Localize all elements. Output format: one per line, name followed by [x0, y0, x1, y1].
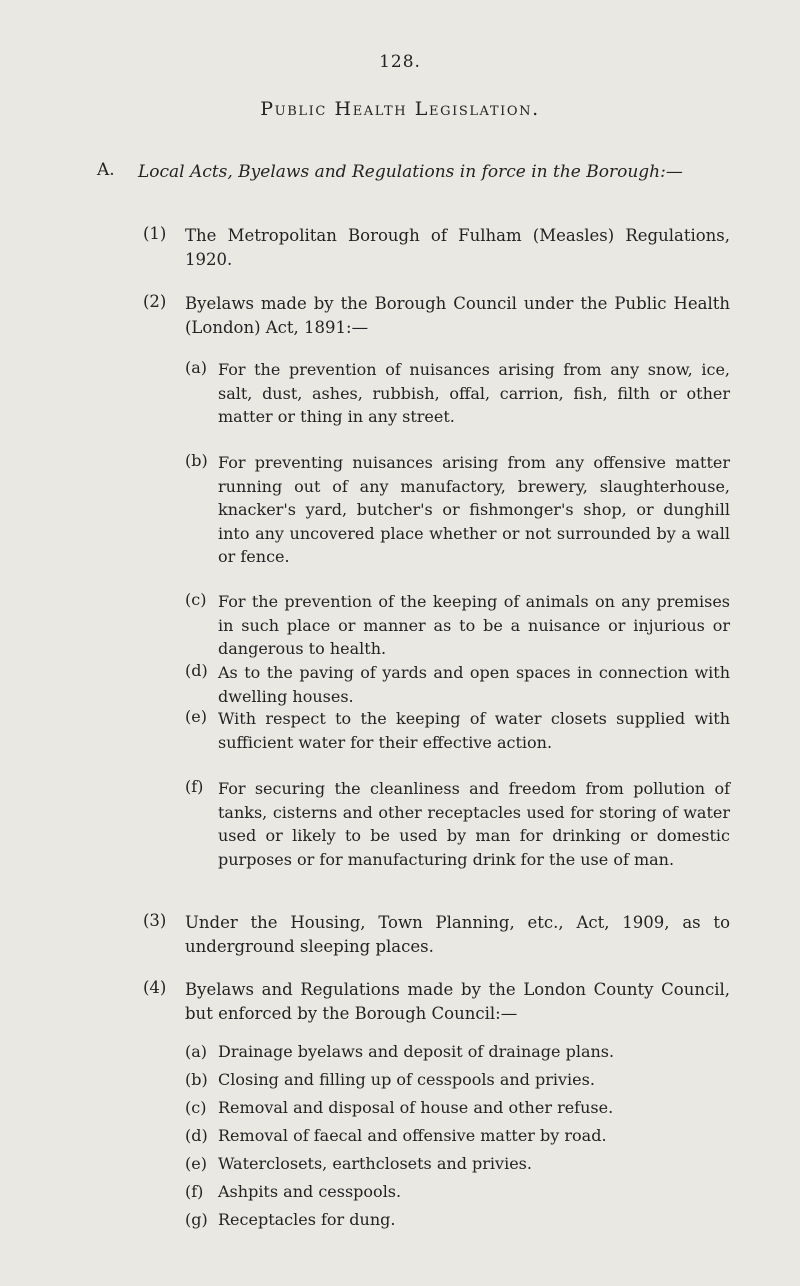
item-3-number: (3) — [143, 911, 167, 930]
item-2-sub-e-label: (e) — [185, 707, 207, 726]
item-2-sub-d-text: As to the paving of yards and open spaces in connection with dwelling houses. — [218, 663, 730, 706]
item-4-sub-f-label: (f) — [185, 1182, 204, 1201]
page-title: Public Health Legislation. — [260, 98, 540, 120]
item-2-sub-c-text: For the prevention of the keeping of animals on any premises in such place or manner as to be a nuisance or injurious or dangerous to health. — [218, 592, 730, 658]
item-4-sub-d-label: (d) — [185, 1126, 208, 1145]
item-2-sub-e-text: With respect to the keeping of water closets supplied with sufficient water for their effective action. — [218, 709, 730, 752]
item-4-sub-a-text: Drainage byelaws and deposit of drainage plans. — [218, 1042, 615, 1061]
item-4-text: Byelaws and Regulations made by the London County Council, but enforced by the Borough Council:— — [185, 980, 730, 1023]
section-a-heading: Local Acts, Byelaws and Regulations in force in the Borough:— — [138, 162, 683, 182]
item-4-sub-e-text: Waterclosets, earthclosets and privies. — [218, 1154, 532, 1173]
item-4-number: (4) — [143, 978, 167, 997]
item-2-number: (2) — [143, 292, 167, 311]
item-4-sub-a-label: (a) — [185, 1042, 208, 1061]
item-4-sub-f-text: Ashpits and cesspools. — [218, 1182, 402, 1201]
item-3-text: Under the Housing, Town Planning, etc., Act, 1909, as to underground sleeping places. — [185, 913, 730, 956]
item-4-sub-b-label: (b) — [185, 1070, 208, 1089]
item-2-sub-d-label: (d) — [185, 661, 208, 680]
page-number: 128. — [379, 52, 421, 72]
item-4-sub-g-text: Receptacles for dung. — [218, 1210, 396, 1229]
item-2-sub-a-text: For the prevention of nuisances arising from any snow, ice, salt, dust, ashes, rubbish, offal, carrion, fish, filth or other matter or thing in any street. — [218, 360, 730, 426]
item-1-text: The Metropolitan Borough of Fulham (Measles) Regulations, 1920. — [185, 226, 730, 269]
item-2-sub-f-text: For securing the cleanliness and freedom from pollution of tanks, cisterns and other receptacles used for storing of water used or likely to be used by man for drinking or domestic purposes or for manufacturing drink for the use of man. — [218, 779, 730, 869]
item-4-sub-d-text: Removal of faecal and offensive matter by road. — [218, 1126, 607, 1145]
item-2-sub-f-label: (f) — [185, 777, 204, 796]
section-a-letter: A. — [97, 160, 115, 180]
item-2-text: Byelaws made by the Borough Council under the Public Health (London) Act, 1891:— — [185, 294, 730, 337]
item-4-sub-b-text: Closing and filling up of cesspools and privies. — [218, 1070, 595, 1089]
item-1-number: (1) — [143, 224, 167, 243]
item-4-sub-g-label: (g) — [185, 1210, 208, 1229]
item-4-sub-c-text: Removal and disposal of house and other refuse. — [218, 1098, 614, 1117]
item-2-sub-a-label: (a) — [185, 358, 208, 377]
item-2-sub-b-label: (b) — [185, 451, 208, 470]
item-4-sub-e-label: (e) — [185, 1154, 207, 1173]
item-2-sub-c-label: (c) — [185, 590, 207, 609]
item-2-sub-b-text: For preventing nuisances arising from any offensive matter running out of any manufactory, brewery, slaughterhouse, knacker's yard, butcher's or fishmonger's shop, or dunghill into any uncovered place whether or not surrounded by a wall or fence. — [218, 453, 730, 566]
item-4-sub-c-label: (c) — [185, 1098, 207, 1117]
